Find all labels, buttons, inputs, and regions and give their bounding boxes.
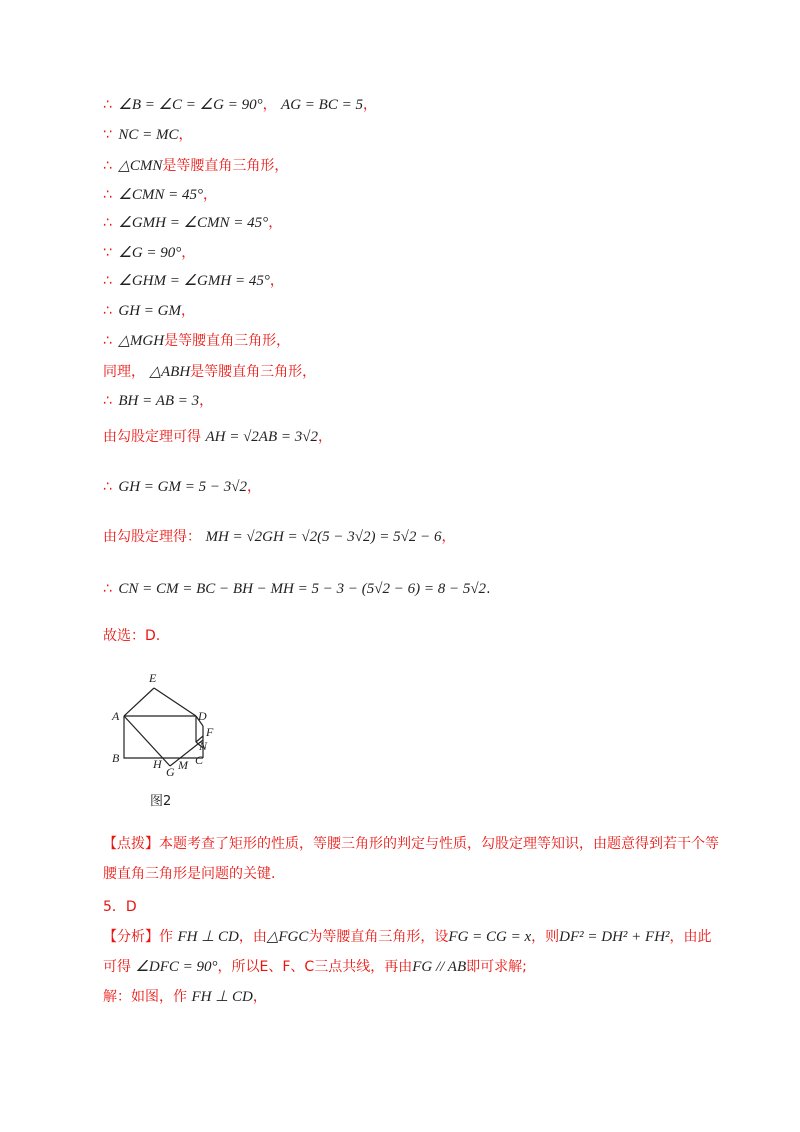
figure-caption: 图2 — [150, 794, 172, 809]
solution-line-3 — [103, 157, 288, 175]
equation: △MGH — [118, 333, 165, 349]
label-F: F — [206, 725, 214, 739]
solution-line-5: ∴ ∠GMH = ∠CMN = 45°， — [103, 215, 283, 231]
statement-prefix: 同理， — [103, 364, 145, 380]
statement-text: 是等腰直角三角形， — [162, 158, 289, 174]
solution-intro-line: 解：如图，作 FH ⊥ CD， — [103, 989, 267, 1005]
equation: △CMN — [118, 158, 163, 174]
equation: ∠B = ∠C = ∠G = 90° — [118, 97, 263, 113]
label-E: E — [149, 671, 157, 685]
label-D: D — [198, 709, 207, 723]
statement-text: 是等腰直角三角形， — [190, 364, 317, 380]
equation: ∠CMN = 45° — [118, 187, 203, 203]
segment-ED — [154, 688, 196, 716]
equation: GH = GM — [118, 303, 181, 319]
equation: GH = GM = 5 − 3√2 — [118, 479, 247, 495]
statement-prefix: 由勾股定理可得 — [103, 429, 201, 445]
statement-text: 是等腰直角三角形， — [164, 333, 291, 349]
equation: ∠GMH = ∠CMN = 45° — [118, 215, 269, 231]
solution-line-10 — [103, 363, 316, 381]
label-C: C — [195, 753, 204, 767]
therefore-symbol: ∴ — [103, 333, 112, 349]
question-number: 5．D — [103, 899, 137, 915]
solution-line-9 — [103, 332, 290, 350]
solution-line-1: ∴ ∠B = ∠C = ∠G = 90°， AG = BC = 5， — [103, 97, 377, 113]
solution-line-2: ∵ NC = MC， — [103, 127, 193, 143]
statement-prefix: 由勾股定理得： — [103, 529, 201, 545]
therefore-symbol: ∴ — [103, 479, 112, 495]
label-M: M — [178, 758, 188, 772]
equation: △FGC — [266, 929, 309, 945]
equation: AG = BC = 5 — [281, 97, 363, 113]
rectangle-left-bottom — [124, 716, 203, 758]
therefore-symbol: ∴ — [103, 215, 112, 231]
solution-line-8: ∴ GH = GM， — [103, 303, 195, 319]
therefore-symbol: ∴ — [103, 393, 112, 409]
equation: FH ⊥ CD — [191, 989, 253, 1005]
equation: BH = AB = 3 — [118, 393, 200, 409]
solution-line-14: 由勾股定理得： MH = √2GH = √2(5 − 3√2) = 5√2 − 6， — [103, 529, 456, 545]
equation: NC = MC — [118, 127, 179, 143]
solution-line-7: ∴ ∠GHM = ∠GMH = 45°， — [103, 273, 284, 289]
equation: △ABH — [149, 364, 191, 380]
equation: FG = CG = x — [448, 929, 532, 945]
answer-line: 故选：D. — [103, 628, 161, 644]
analysis-line-2: 可得 ∠DFC = 90°，所以E、F、C三点共线，再由FG // AB即可求解; — [103, 959, 527, 975]
analysis-line-1: 【分析】作 FH ⊥ CD，由△FGC为等腰直角三角形，设FG = CG = x，则DF² = DH² + FH²，由此 — [103, 929, 712, 945]
solution-line-13: ∴ GH = GM = 5 − 3√2， — [103, 479, 261, 495]
therefore-symbol: ∴ — [103, 187, 112, 203]
equation: DF² = DH² + FH² — [559, 929, 670, 945]
therefore-symbol: ∴ — [103, 97, 112, 113]
solution-line-15: ∴ CN = CM = BC − BH − MH = 5 − 3 − (5√2 − 6) = 8 − 5√2. — [103, 581, 491, 597]
equation: CN = CM = BC − BH − MH = 5 − 3 − (5√2 − 6) = 8 − 5√2 — [118, 581, 487, 597]
solution-line-11: ∴ BH = AB = 3， — [103, 393, 214, 409]
therefore-symbol: ∴ — [103, 581, 112, 597]
label-H: H — [153, 757, 162, 771]
therefore-symbol: ∴ — [103, 158, 112, 174]
solution-line-4: ∴ ∠CMN = 45°， — [103, 187, 217, 203]
label-G: G — [166, 765, 175, 779]
equation: ∠DFC = 90° — [135, 959, 218, 975]
solution-line-6: ∵ ∠G = 90°， — [103, 245, 196, 261]
label-B: B — [112, 751, 120, 765]
label-N: N — [199, 739, 208, 753]
therefore-symbol: ∴ — [103, 273, 112, 289]
equation: FG // AB — [412, 959, 467, 975]
segment-AE — [124, 688, 154, 716]
equation: MH = √2GH = √2(5 − 3√2) = 5√2 − 6 — [205, 529, 442, 545]
equation: FH ⊥ CD — [177, 929, 239, 945]
comment-paragraph: 【点拨】本题考查了矩形的性质，等腰三角形的判定与性质，勾股定理等知识，由题意得到若干个等腰直角三角形是问题的关键. — [103, 836, 719, 882]
solution-line-12: 由勾股定理可得 AH = √2AB = 3√2， — [103, 429, 332, 445]
because-symbol: ∵ — [103, 127, 112, 143]
because-symbol: ∵ — [103, 245, 112, 261]
equation: AH = √2AB = 3√2 — [205, 429, 318, 445]
therefore-symbol: ∴ — [103, 303, 112, 319]
figure-lines — [124, 688, 203, 766]
equation: ∠G = 90° — [118, 245, 182, 261]
equation: ∠GHM = ∠GMH = 45° — [118, 273, 270, 289]
label-A: A — [112, 709, 120, 723]
